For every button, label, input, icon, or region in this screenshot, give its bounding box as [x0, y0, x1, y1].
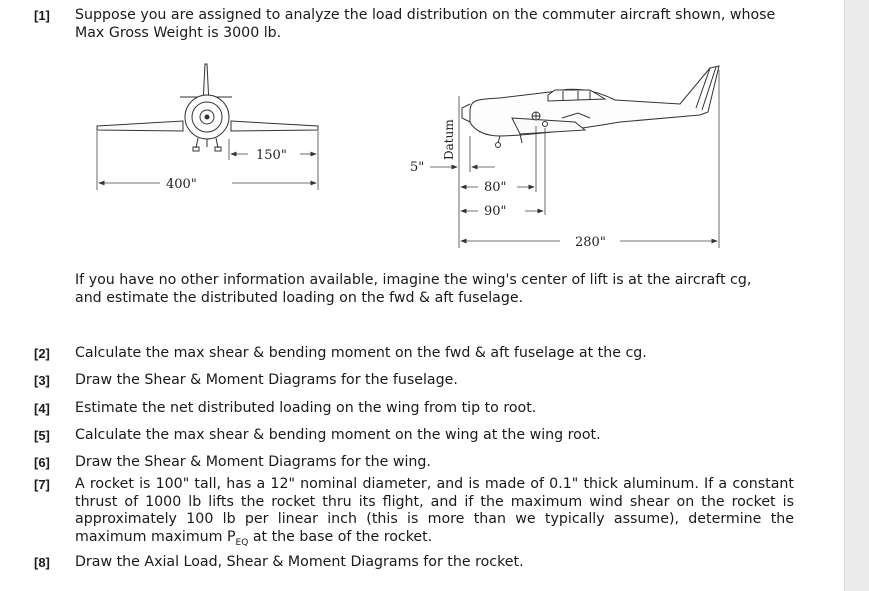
- peq-subscript: EQ: [235, 537, 249, 548]
- problem-1-line-1: Suppose you are assigned to analyze the load distribution on the commuter aircraft shown, whose: [75, 7, 776, 23]
- dim-5-label: 5": [410, 160, 425, 175]
- problem-7-line-2: thrust of 1000 lb lifts the rocket thru its flight, and if the maximum wind shear on the rocket is: [75, 493, 794, 510]
- problem-7-line-1: A rocket is 100" tall, has a 12" nominal diameter, and is made of 0.1" thick aluminum. If a constant: [75, 476, 794, 492]
- problem-number: [7]: [34, 477, 50, 492]
- problem-number: [5]: [34, 428, 50, 443]
- problem-7-line-3: approximately 100 lb per linear inch (this is more than we typically assume), determine the: [75, 511, 794, 527]
- vertical-scrollbar[interactable]: [844, 0, 869, 591]
- problem-7-line-4-post: at the base of the rocket.: [248, 528, 433, 545]
- datum-label: Datum: [442, 119, 456, 160]
- instruction-paragraph: [75, 272, 795, 307]
- problem-number: [2]: [34, 346, 50, 361]
- problem-number: [4]: [34, 401, 50, 416]
- problem-7-line-4-pre: maximum maximum P: [75, 528, 236, 545]
- front-view-aircraft: [97, 64, 318, 151]
- problem-1: [34, 7, 794, 42]
- dim-400-label: 400": [166, 177, 197, 192]
- dim-280-label: 280": [575, 235, 606, 250]
- problem-number: [3]: [34, 373, 50, 388]
- problem-text: Calculate the max shear & bending moment on the wing at the wing root.: [75, 427, 601, 443]
- problem-4: [34, 400, 794, 418]
- paragraph-line-2: and estimate the distributed loading on the fwd & aft fuselage.: [75, 289, 524, 306]
- problem-6: [34, 454, 794, 472]
- problem-text: Draw the Shear & Moment Diagrams for the wing.: [75, 454, 431, 470]
- problem-text: Draw the Axial Load, Shear & Moment Diagrams for the rocket.: [75, 554, 524, 570]
- problem-7: [34, 476, 794, 552]
- problem-number: [6]: [34, 455, 50, 470]
- problem-2: [34, 345, 794, 363]
- problem-1-line-2: Max Gross Weight is 3000 lb.: [75, 24, 282, 41]
- problem-number: [8]: [34, 555, 50, 570]
- problem-text: Calculate the max shear & bending moment on the fwd & aft fuselage at the cg.: [75, 345, 647, 361]
- side-view-aircraft: [462, 66, 719, 148]
- paragraph-line-1: If you have no other information available, imagine the wing's center of lift is at the aircraft cg,: [75, 272, 752, 288]
- problem-3: [34, 372, 794, 390]
- problem-number: [1]: [34, 8, 50, 23]
- dim-90-label: 90": [484, 204, 507, 219]
- problem-7-line-4: [75, 529, 794, 552]
- problem-8: [34, 554, 794, 572]
- problem-5: [34, 427, 794, 445]
- dim-150-label: 150": [256, 148, 287, 163]
- dim-80-label: 80": [484, 180, 507, 195]
- problem-text: Draw the Shear & Moment Diagrams for the fuselage.: [75, 372, 458, 388]
- problem-text: Estimate the net distributed loading on the wing from tip to root.: [75, 400, 537, 416]
